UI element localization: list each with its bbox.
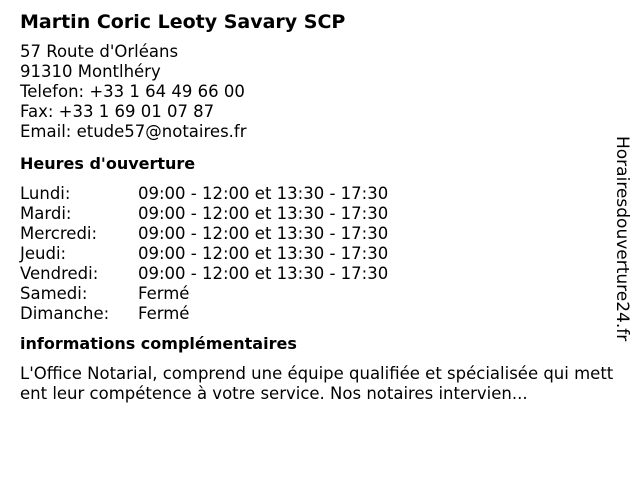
day-hours: 09:00 - 12:00 et 13:30 - 17:30 [138, 184, 389, 203]
hours-row-wednesday [20, 224, 610, 244]
hours-row-saturday [20, 284, 610, 304]
hours-table [20, 184, 610, 324]
day-label: Dimanche: [20, 304, 110, 323]
day-hours: Fermé [138, 284, 190, 303]
hours-row-thursday [20, 244, 610, 264]
day-label: Lundi: [20, 184, 71, 203]
hours-heading: Heures d'ouverture [20, 154, 196, 173]
hours-row-tuesday [20, 204, 610, 224]
fax-number: Fax: +33 1 69 01 07 87 [20, 102, 215, 121]
hours-row-friday [20, 264, 610, 284]
phone-number: Telefon: +33 1 64 49 66 00 [20, 82, 245, 101]
day-label: Mardi: [20, 204, 72, 223]
email-address: Email: etude57@notaires.fr [20, 122, 247, 141]
business-card [20, 10, 614, 404]
day-hours: 09:00 - 12:00 et 13:30 - 17:30 [138, 264, 389, 283]
site-brand-watermark: Horairesdouverture24.fr [612, 136, 632, 342]
day-hours: 09:00 - 12:00 et 13:30 - 17:30 [138, 204, 389, 223]
day-label: Vendredi: [20, 264, 99, 283]
address-city: 91310 Montlhéry [20, 62, 161, 81]
day-label: Samedi: [20, 284, 88, 303]
info-heading: informations complémentaires [20, 334, 297, 353]
info-description: L'Office Notarial, comprend une équipe qualifiée et spécialisée qui mettent leur compétence à votre service. Nos notaires intervien... [20, 364, 614, 403]
day-hours: 09:00 - 12:00 et 13:30 - 17:30 [138, 244, 389, 263]
business-name: Martin Coric Leoty Savary SCP [20, 11, 346, 33]
day-hours: 09:00 - 12:00 et 13:30 - 17:30 [138, 224, 389, 243]
day-hours: Fermé [138, 304, 190, 323]
day-label: Jeudi: [20, 244, 67, 263]
address-block [20, 42, 610, 142]
address-street: 57 Route d'Orléans [20, 42, 179, 61]
hours-row-sunday [20, 304, 610, 324]
day-label: Mercredi: [20, 224, 98, 243]
hours-row-monday [20, 184, 610, 204]
